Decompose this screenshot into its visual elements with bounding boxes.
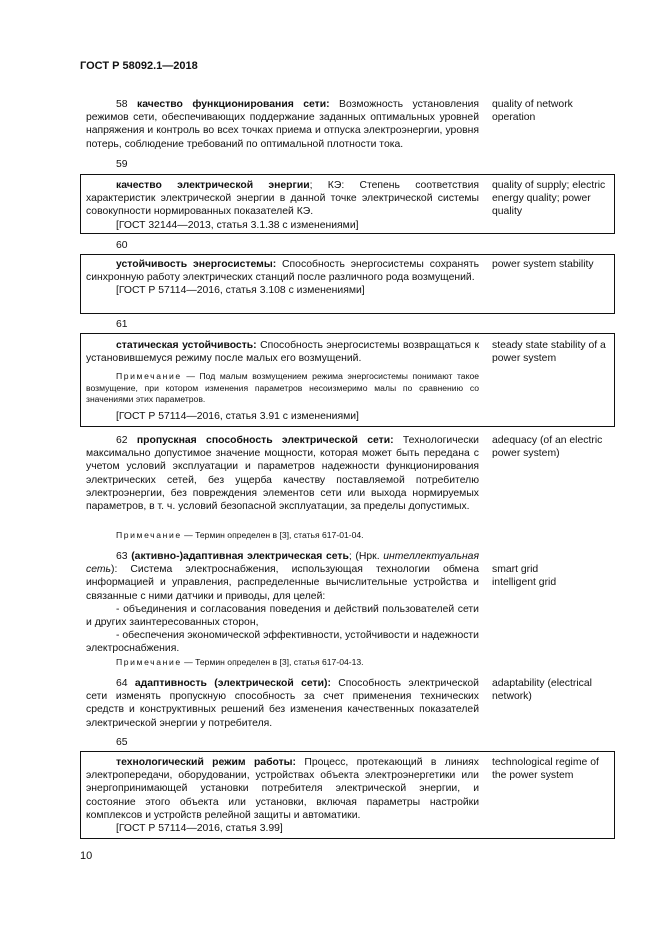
term-number: 63 xyxy=(116,551,128,562)
term-number-65: 65 xyxy=(116,737,128,748)
english-term: smart grid xyxy=(492,564,539,575)
term-entry-61 xyxy=(86,339,479,365)
term-number-59: 59 xyxy=(116,159,128,170)
english-equivalent-61: steady state stability of a power system xyxy=(492,340,606,365)
term-title: качество электрической энергии xyxy=(116,180,310,191)
term-definition: Возможность установления режимов сети, обеспечивающих поддержание заданных оптимальных уровней напряжения и контроль во всех точках приема и отпуска электроэнергии, уровня потерь, соблюдение требований по оптимальной плотности тока. xyxy=(86,99,480,150)
term-entry-58 xyxy=(86,98,479,151)
note-text: — Под малым возмущением режима энергосистемы понимают такое возмущение, при котором изменения параметров несоизмеримо малы по сравнению со значениями этих параметров. xyxy=(86,371,479,404)
term-title: статическая устойчивость: xyxy=(116,340,257,351)
term-title: качество функционирования сети: xyxy=(137,99,330,110)
term-entry-62 xyxy=(86,434,479,513)
term-number: 64 xyxy=(116,678,128,689)
term-title: (активно-)адаптивная электрическая сеть xyxy=(131,551,349,562)
note-label: Примечание xyxy=(116,371,182,381)
term-note-61 xyxy=(86,371,479,406)
term-definition: Процесс, протекающий в линиях электропередачи, оборудовании, устройствах объекта электроэнергетики или энергопринимающей установки потребителя электрической энергии, и состояние этого объекта или установки, включая параметры настройки комплексов и устройств релейной защиты и автоматики. xyxy=(86,757,479,821)
english-equivalent-58: quality of network operation xyxy=(492,99,573,124)
term-definition: Способность энергосистемы сохранять синхронную работу электрических станций после различного рода возмущений. xyxy=(86,259,479,284)
term-title: устойчивость энергосистемы: xyxy=(116,259,277,270)
english-equivalent-60: power system stability xyxy=(492,259,594,270)
term-definition: Способность энергосистемы возвращаться к установившемуся режиму после малых его возмущений. xyxy=(86,340,479,365)
term-source: [ГОСТ Р 57114—2016, статья 3.99] xyxy=(116,823,283,835)
term-note-62 xyxy=(86,530,479,542)
term-title: пропускная способность электрической сети: xyxy=(136,435,394,446)
term-definition: ; КЭ: Степень соответствия характеристик электрической энергии в данной точке электрической системы совокупности нормированных показателей КЭ. xyxy=(86,180,479,218)
term-number: 58 xyxy=(116,99,128,110)
english-equivalent-65: technological regime of the power system xyxy=(492,757,599,782)
english-equivalent-64: adaptability (electrical network) xyxy=(492,678,592,703)
english-equivalent-63 xyxy=(492,563,614,589)
term-number-61: 61 xyxy=(116,319,128,330)
term-entry-65 xyxy=(86,756,479,835)
english-equivalent-59: quality of supply; electric energy quality; power quality xyxy=(492,180,606,218)
term-synonym-open: ; (Нрк. xyxy=(348,551,384,562)
term-bullet: - обеспечения экономической эффективности, устойчивости и надежности электроснабжения. xyxy=(86,630,479,655)
page-number: 10 xyxy=(80,850,93,862)
note-text: — Термин определен в [3], статья 617-01-04. xyxy=(181,530,364,540)
term-entry-64 xyxy=(86,677,479,730)
note-text: — Термин определен в [3], статья 617-04-13. xyxy=(181,657,364,667)
term-note-63 xyxy=(86,657,479,669)
term-source-61: [ГОСТ Р 57114—2016, статья 3.91 с изменениями] xyxy=(116,411,359,422)
term-number-60: 60 xyxy=(116,240,128,251)
term-definition: Способность электрической сети изменять пропускную способность за счет применения технических средств и конструктивных решений без изменения качественных показателей электрической энергии у потребителя. xyxy=(86,678,479,729)
term-number: 62 xyxy=(116,435,128,446)
term-entry-60 xyxy=(86,258,479,298)
term-entry-59 xyxy=(86,179,479,232)
term-title: технологический режим работы: xyxy=(116,757,297,768)
note-label: Примечание xyxy=(116,530,182,540)
term-entry-63 xyxy=(86,550,479,656)
term-synonym: интеллектуальная сеть xyxy=(86,551,479,576)
term-definition: Технологически максимально допустимое значение мощности, которая может быть передана с учетом условий эксплуатации и параметров надежности функционирования электрических сетей, без ущерба качеству поставляемой потребителю электроэнергии, без повреждения элементов сети или выхода нормируемых параметров, в т. ч. условий безопасной эксплуатации, за пределы допустимых. xyxy=(86,435,479,513)
term-bullet: - объединения и согласования поведения и действий пользователей сети и других заинтересованных сторон, xyxy=(86,603,479,629)
english-term: intelligent grid xyxy=(492,577,557,589)
term-source: [ГОСТ Р 57114—2016, статья 3.108 с изменениями] xyxy=(116,285,365,297)
term-definition: ): Система электроснабжения, использующая технологии обмена информацией и управления, распределенные вычислительные устройства и связанные с ними датчики и приводы, для целей: xyxy=(86,564,479,602)
note-label: Примечание xyxy=(116,657,182,667)
english-equivalent-62: adequacy (of an electric power system) xyxy=(492,435,603,460)
document-header: ГОСТ Р 58092.1—2018 xyxy=(80,60,198,72)
term-title: адаптивность (электрической сети): xyxy=(134,678,331,689)
term-source: [ГОСТ 32144—2013, статья 3.1.38 с изменениями] xyxy=(116,219,359,231)
